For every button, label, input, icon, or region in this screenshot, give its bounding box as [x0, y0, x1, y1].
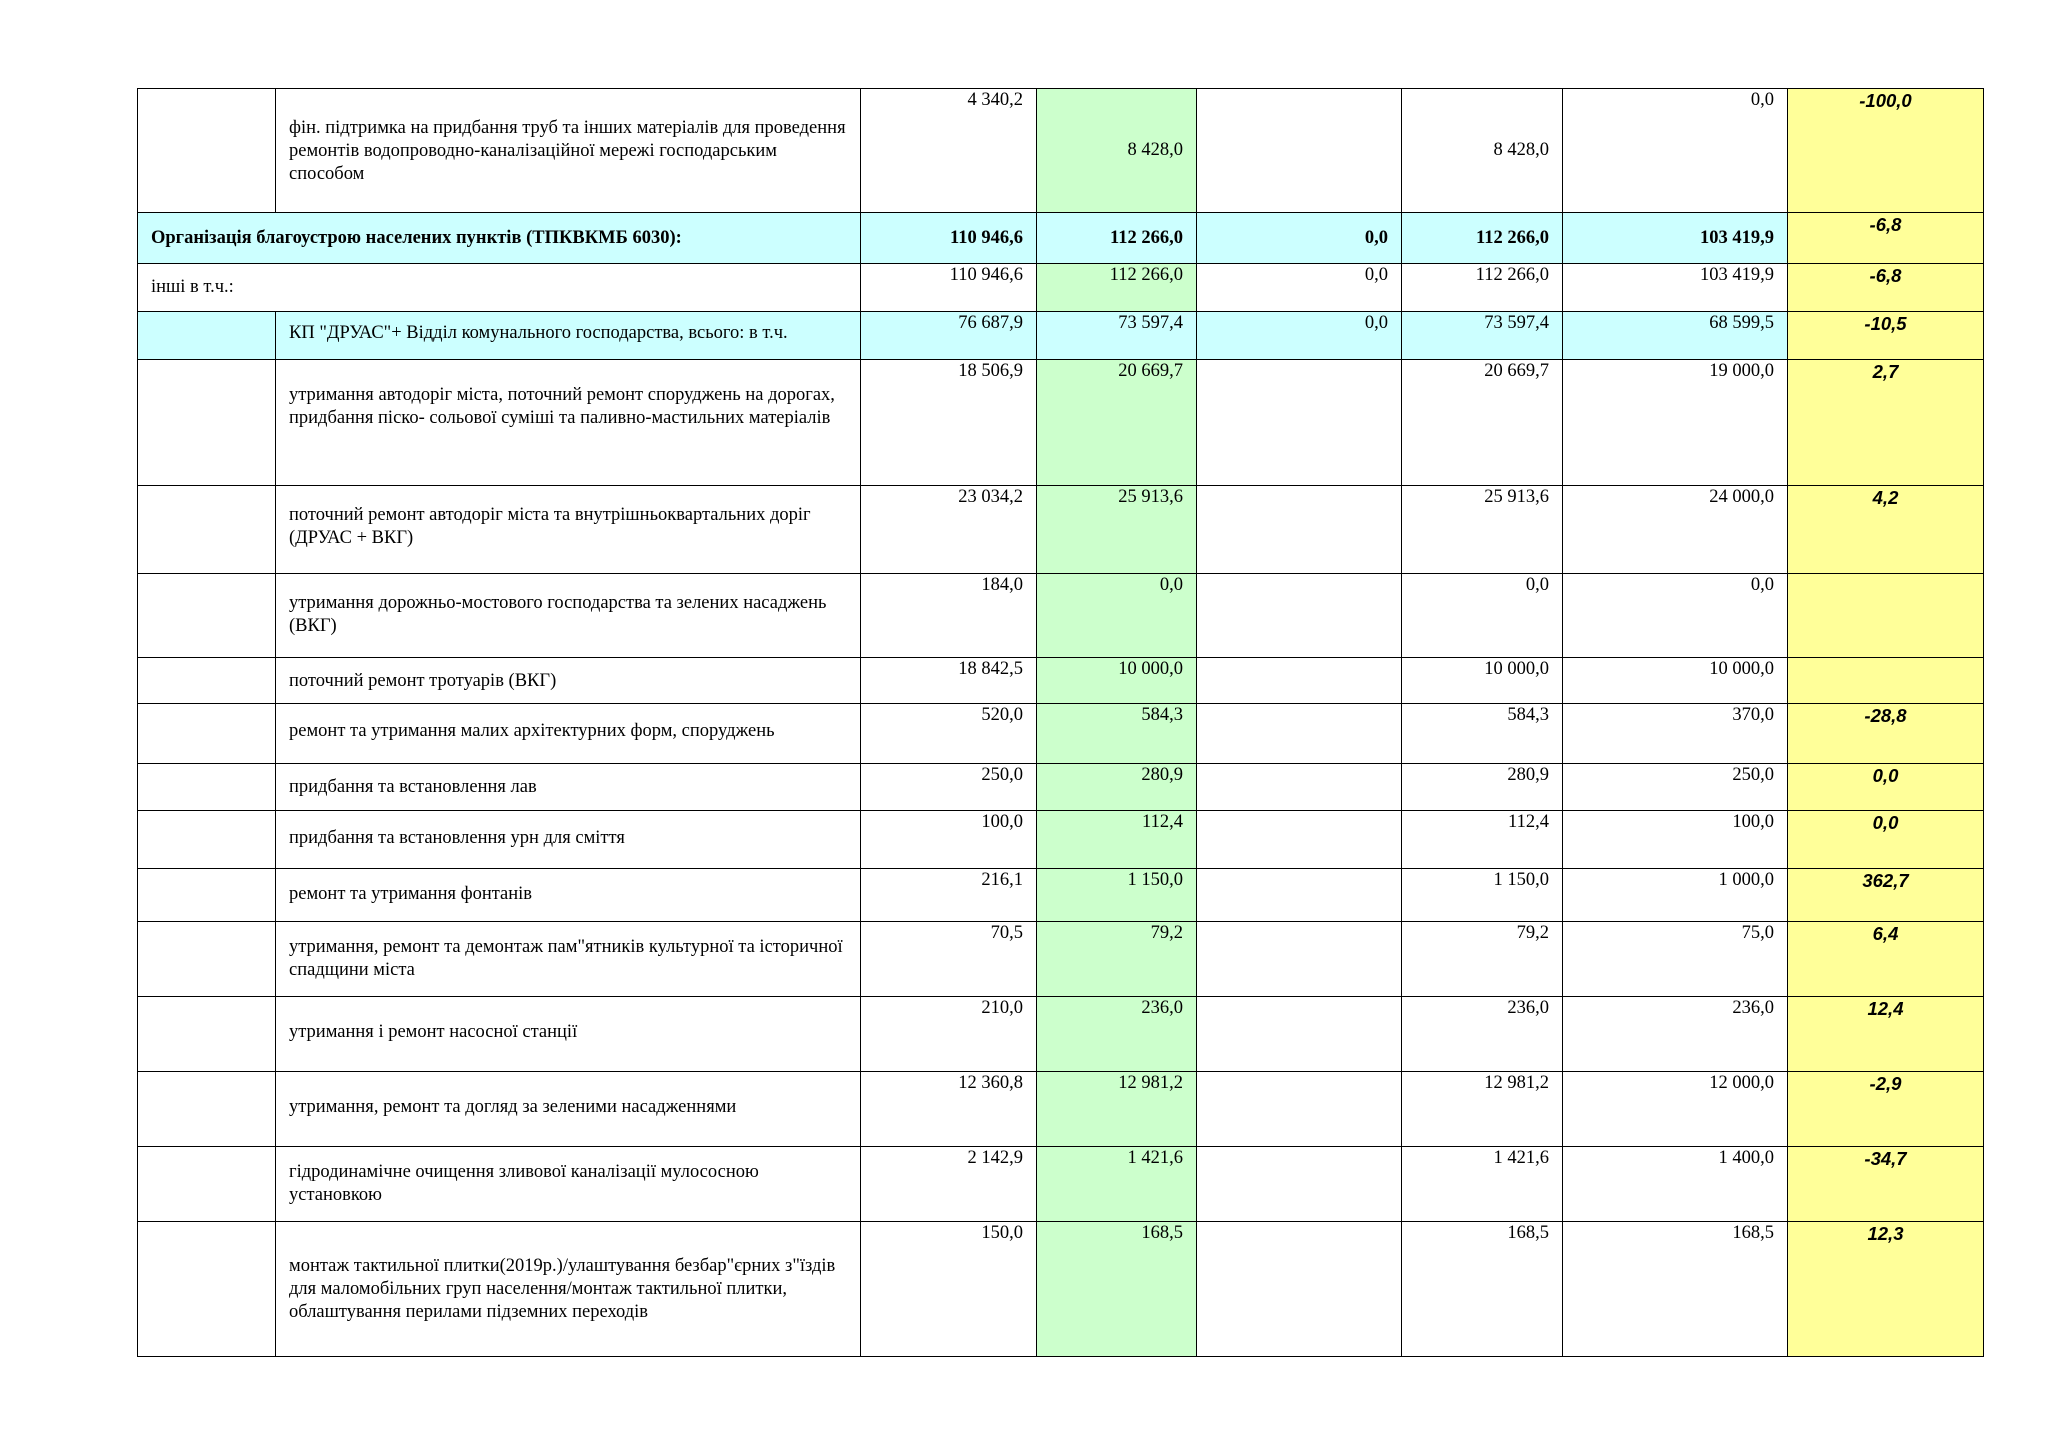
row-label: КП "ДРУАС"+ Відділ комунального господарства, всього: в т.ч. — [276, 312, 861, 360]
value-cell: 73 597,4 — [1402, 312, 1563, 360]
value-cell: 520,0 — [861, 704, 1037, 764]
row-index-cell — [138, 922, 276, 997]
value-cell: 18 842,5 — [861, 658, 1037, 704]
percent-cell: 2,7 — [1788, 360, 1984, 486]
row-label: гідродинамічне очищення зливової каналізації мулососною установкою — [276, 1147, 861, 1222]
value-cell: 12 360,8 — [861, 1072, 1037, 1147]
value-cell: 112 266,0 — [1037, 264, 1197, 312]
table-row — [138, 1147, 1984, 1222]
value-cell: 112 266,0 — [1402, 264, 1563, 312]
percent-cell: -6,8 — [1788, 264, 1984, 312]
percent-cell: 362,7 — [1788, 869, 1984, 922]
value-cell: 370,0 — [1563, 704, 1788, 764]
value-cell: 112,4 — [1402, 811, 1563, 869]
table-row — [138, 486, 1984, 574]
row-label: придбання та встановлення лав — [276, 764, 861, 811]
value-cell: 70,5 — [861, 922, 1037, 997]
budget-table — [137, 88, 1984, 1357]
value-cell: 0,0 — [1197, 213, 1402, 264]
value-cell — [1197, 811, 1402, 869]
value-cell: 12 000,0 — [1563, 1072, 1788, 1147]
percent-cell: -28,8 — [1788, 704, 1984, 764]
row-index-cell — [138, 1072, 276, 1147]
section-title: Організація благоустрою населених пунктів (ТПКВКМБ 6030): — [138, 213, 861, 264]
table-row — [138, 574, 1984, 658]
value-cell: 584,3 — [1037, 704, 1197, 764]
value-cell: 10 000,0 — [1402, 658, 1563, 704]
row-label: утримання дорожньо-мостового господарства та зелених насаджень (ВКГ) — [276, 574, 861, 658]
value-cell — [1197, 764, 1402, 811]
value-cell: 150,0 — [861, 1222, 1037, 1357]
row-label: ремонт та утримання фонтанів — [276, 869, 861, 922]
value-cell: 1 000,0 — [1563, 869, 1788, 922]
row-label: монтаж тактильної плитки(2019р.)/улаштування безбар"єрних з"їздів для маломобільних груп населення/монтаж тактильної плитки, облаштування перилами підземних переходів — [276, 1222, 861, 1357]
row-label: утримання і ремонт насосної станції — [276, 997, 861, 1072]
row-label: інші в т.ч.: — [138, 264, 861, 312]
value-cell — [1197, 997, 1402, 1072]
value-cell: 25 913,6 — [1037, 486, 1197, 574]
percent-cell: -2,9 — [1788, 1072, 1984, 1147]
value-cell — [1197, 574, 1402, 658]
value-cell — [1197, 1072, 1402, 1147]
value-cell: 0,0 — [1402, 574, 1563, 658]
value-cell: 0,0 — [1563, 574, 1788, 658]
row-index-cell — [138, 704, 276, 764]
value-cell: 0,0 — [1037, 574, 1197, 658]
section-header-row — [138, 213, 1984, 264]
value-cell: 20 669,7 — [1037, 360, 1197, 486]
value-cell: 0,0 — [1563, 89, 1788, 213]
value-cell: 168,5 — [1037, 1222, 1197, 1357]
value-cell: 236,0 — [1402, 997, 1563, 1072]
value-cell: 0,0 — [1197, 312, 1402, 360]
percent-cell: -34,7 — [1788, 1147, 1984, 1222]
percent-cell: 0,0 — [1788, 764, 1984, 811]
value-cell: 1 150,0 — [1037, 869, 1197, 922]
row-label: придбання та встановлення урн для сміття — [276, 811, 861, 869]
value-cell: 280,9 — [1402, 764, 1563, 811]
value-cell: 100,0 — [1563, 811, 1788, 869]
value-cell — [1197, 704, 1402, 764]
row-label: фін. підтримка на придбання труб та інших матеріалів для проведення ремонтів водопроводно-каналізаційної мережі господарським способом — [276, 89, 861, 213]
percent-cell — [1788, 658, 1984, 704]
value-cell: 210,0 — [861, 997, 1037, 1072]
value-cell: 236,0 — [1037, 997, 1197, 1072]
percent-cell: 0,0 — [1788, 811, 1984, 869]
value-cell: 112,4 — [1037, 811, 1197, 869]
table-row — [138, 922, 1984, 997]
row-index-cell — [138, 658, 276, 704]
table-row — [138, 764, 1984, 811]
value-cell: 103 419,9 — [1563, 213, 1788, 264]
row-index-cell — [138, 997, 276, 1072]
value-cell: 250,0 — [861, 764, 1037, 811]
value-cell: 23 034,2 — [861, 486, 1037, 574]
value-cell: 12 981,2 — [1402, 1072, 1563, 1147]
value-cell: 112 266,0 — [1037, 213, 1197, 264]
percent-cell: -100,0 — [1788, 89, 1984, 213]
percent-cell — [1788, 574, 1984, 658]
row-index-cell — [138, 486, 276, 574]
percent-cell: -6,8 — [1788, 213, 1984, 264]
value-cell: 584,3 — [1402, 704, 1563, 764]
table-row — [138, 1222, 1984, 1357]
value-cell: 73 597,4 — [1037, 312, 1197, 360]
value-cell: 76 687,9 — [861, 312, 1037, 360]
value-cell — [1197, 658, 1402, 704]
value-cell — [1197, 1222, 1402, 1357]
value-cell: 110 946,6 — [861, 264, 1037, 312]
subsection-row — [138, 312, 1984, 360]
table-row — [138, 264, 1984, 312]
value-cell — [1197, 922, 1402, 997]
row-index-cell — [138, 312, 276, 360]
value-cell: 236,0 — [1563, 997, 1788, 1072]
value-cell: 168,5 — [1402, 1222, 1563, 1357]
row-index-cell — [138, 1147, 276, 1222]
value-cell: 184,0 — [861, 574, 1037, 658]
row-index-cell — [138, 574, 276, 658]
row-label: поточний ремонт автодоріг міста та внутрішньоквартальних доріг (ДРУАС + ВКГ) — [276, 486, 861, 574]
value-cell: 8 428,0 — [1402, 89, 1563, 213]
value-cell: 19 000,0 — [1563, 360, 1788, 486]
table-row — [138, 997, 1984, 1072]
row-label: утримання, ремонт та догляд за зеленими насадженнями — [276, 1072, 861, 1147]
value-cell — [1197, 1147, 1402, 1222]
row-index-cell — [138, 811, 276, 869]
table-row — [138, 658, 1984, 704]
value-cell: 18 506,9 — [861, 360, 1037, 486]
table-row — [138, 1072, 1984, 1147]
row-index-cell — [138, 89, 276, 213]
value-cell: 280,9 — [1037, 764, 1197, 811]
percent-cell: -10,5 — [1788, 312, 1984, 360]
row-index-cell — [138, 869, 276, 922]
value-cell — [1197, 360, 1402, 486]
table-row — [138, 89, 1984, 213]
row-index-cell — [138, 764, 276, 811]
value-cell: 168,5 — [1563, 1222, 1788, 1357]
value-cell — [1197, 869, 1402, 922]
value-cell: 1 150,0 — [1402, 869, 1563, 922]
value-cell: 103 419,9 — [1563, 264, 1788, 312]
row-label: поточний ремонт тротуарів (ВКГ) — [276, 658, 861, 704]
value-cell: 216,1 — [861, 869, 1037, 922]
value-cell: 1 421,6 — [1037, 1147, 1197, 1222]
value-cell: 2 142,9 — [861, 1147, 1037, 1222]
table-row — [138, 704, 1984, 764]
value-cell: 25 913,6 — [1402, 486, 1563, 574]
row-label: утримання, ремонт та демонтаж пам"ятників культурної та історичної спадщини міста — [276, 922, 861, 997]
value-cell: 68 599,5 — [1563, 312, 1788, 360]
table-row — [138, 811, 1984, 869]
value-cell: 79,2 — [1402, 922, 1563, 997]
percent-cell: 12,3 — [1788, 1222, 1984, 1357]
percent-cell: 4,2 — [1788, 486, 1984, 574]
value-cell: 100,0 — [861, 811, 1037, 869]
row-label: ремонт та утримання малих архітектурних форм, споруджень — [276, 704, 861, 764]
value-cell: 24 000,0 — [1563, 486, 1788, 574]
value-cell: 10 000,0 — [1563, 658, 1788, 704]
row-index-cell — [138, 1222, 276, 1357]
percent-cell: 6,4 — [1788, 922, 1984, 997]
value-cell — [1197, 486, 1402, 574]
table-row — [138, 360, 1984, 486]
row-index-cell — [138, 360, 276, 486]
value-cell: 8 428,0 — [1037, 89, 1197, 213]
value-cell — [1197, 89, 1402, 213]
value-cell: 112 266,0 — [1402, 213, 1563, 264]
percent-cell: 12,4 — [1788, 997, 1984, 1072]
value-cell: 250,0 — [1563, 764, 1788, 811]
value-cell: 0,0 — [1197, 264, 1402, 312]
value-cell: 79,2 — [1037, 922, 1197, 997]
table-row — [138, 869, 1984, 922]
value-cell: 1 421,6 — [1402, 1147, 1563, 1222]
value-cell: 12 981,2 — [1037, 1072, 1197, 1147]
value-cell: 10 000,0 — [1037, 658, 1197, 704]
row-label: утримання автодоріг міста, поточний ремонт споруджень на дорогах, придбання піско- сольової суміші та паливно-мастильних матеріалів — [276, 360, 861, 486]
value-cell: 4 340,2 — [861, 89, 1037, 213]
value-cell: 1 400,0 — [1563, 1147, 1788, 1222]
value-cell: 20 669,7 — [1402, 360, 1563, 486]
value-cell: 110 946,6 — [861, 213, 1037, 264]
value-cell: 75,0 — [1563, 922, 1788, 997]
